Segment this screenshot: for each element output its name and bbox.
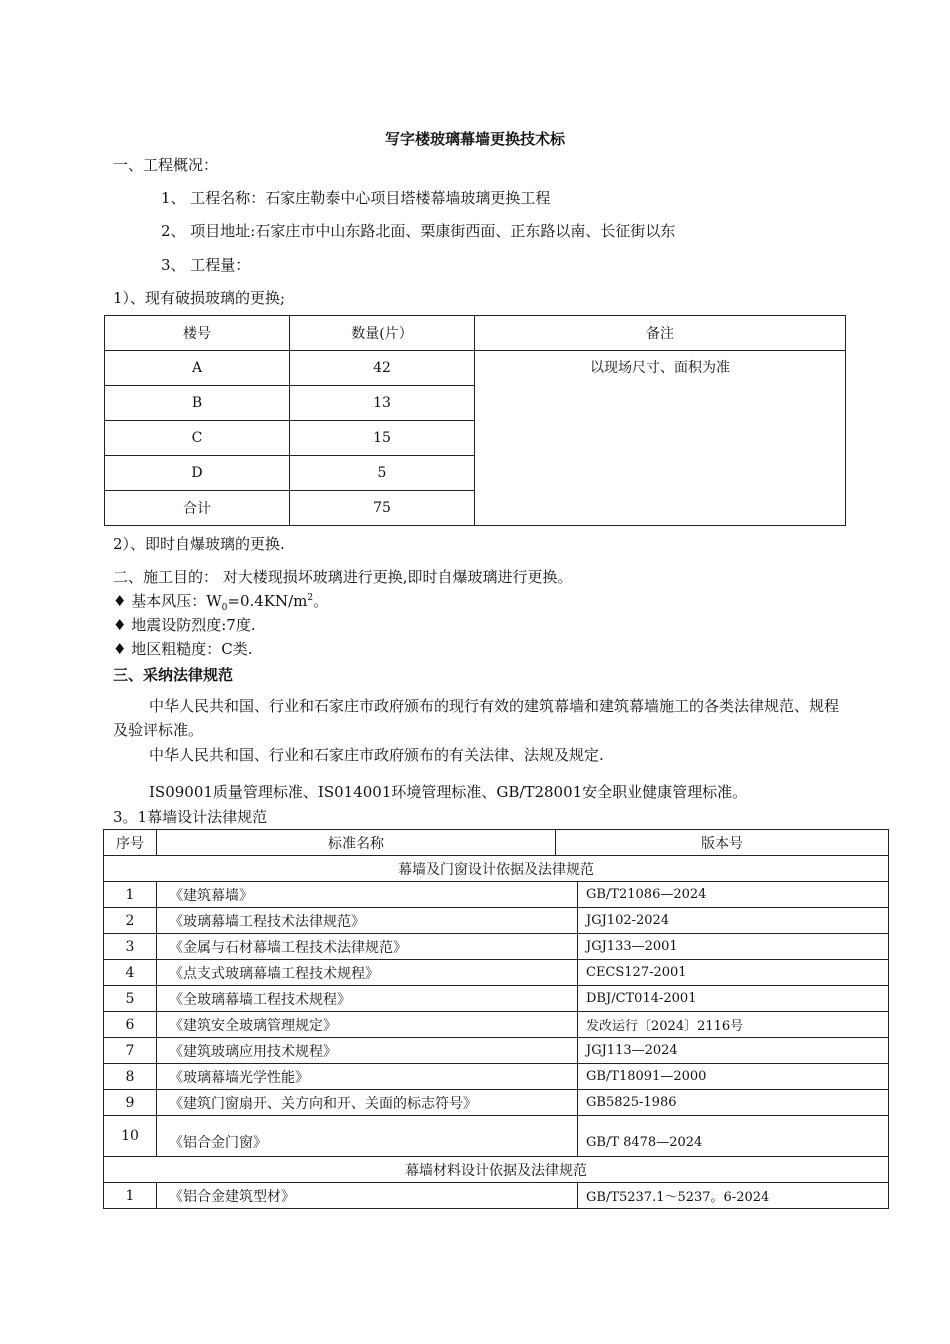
glass-quantity-table	[104, 315, 846, 526]
version-cell: DBJ/CT014-2001	[578, 986, 889, 1012]
version-cell: GB/T21086—2024	[578, 882, 889, 908]
table-row	[104, 882, 889, 908]
no-cell: 8	[104, 1064, 157, 1090]
version-cell: JGJ133—2001	[578, 934, 889, 960]
name-cell: 《玻璃幕墙工程技术法律规范》	[157, 908, 578, 934]
building-cell: C	[105, 421, 290, 456]
no-cell: 4	[104, 960, 157, 986]
section-3-heading: 三、采纳法律规范	[113, 666, 234, 684]
table-row	[104, 1116, 889, 1157]
no-cell: 6	[104, 1012, 157, 1038]
building-cell: B	[105, 386, 290, 421]
header-building: 楼号	[105, 316, 290, 351]
wind-value: =0.4KN/m	[227, 592, 308, 610]
name-cell: 《铝合金门窗》	[157, 1116, 578, 1157]
seismic-text: 地震设防烈度:7度.	[131, 616, 256, 634]
group-row	[104, 1157, 889, 1183]
quantity-cell: 75	[290, 491, 475, 526]
no-cell: 2	[104, 908, 157, 934]
paragraph-2: 中华人民共和国、行业和石家庄市政府颁布的有关法律、法规及规定.	[149, 746, 604, 764]
table-row	[104, 934, 889, 960]
quantity-cell: 5	[290, 456, 475, 491]
bullet-icon: ♦	[113, 616, 132, 634]
note-cell: 以现场尺寸、面积为准	[475, 351, 846, 526]
version-cell: JGJ102-2024	[578, 908, 889, 934]
version-cell: GB/T5237.1～5237。6-2024	[578, 1183, 889, 1209]
header-quantity: 数量(片）	[290, 316, 475, 351]
document-title: 写字楼玻璃幕墙更换技术标	[384, 130, 565, 148]
header-note: 备注	[475, 316, 846, 351]
section-2-heading: 二、施工目的： 对大楼现损坏玻璃进行更换,即时自爆玻璃进行更换。	[113, 568, 573, 586]
wind-subscript: 0	[221, 603, 228, 613]
table-row	[104, 986, 889, 1012]
version-cell: GB/T18091—2000	[578, 1064, 889, 1090]
table-header-row	[105, 316, 846, 351]
quantity-cell: 42	[290, 351, 475, 386]
group-2-title: 幕墙材料设计依据及法律规范	[104, 1157, 889, 1183]
table-row	[104, 1090, 889, 1116]
wind-suffix: 。	[313, 592, 329, 610]
bullet-seismic	[113, 614, 256, 635]
project-address: 2、 项目地址:石家庄市中山东路北面、栗康街西面、正东路以南、长征街以东	[161, 222, 676, 240]
header-no: 序号	[104, 830, 157, 856]
header-version: 版本号	[556, 830, 889, 856]
table-row	[104, 1183, 889, 1209]
building-cell: 合计	[105, 491, 290, 526]
bullet-icon: ♦	[113, 640, 132, 658]
sub-item-1: 1）、现有破损玻璃的更换;	[113, 289, 286, 307]
project-name: 1、 工程名称：石家庄勒泰中心项目塔楼幕墙玻璃更换工程	[161, 189, 551, 207]
version-cell: GB/T 8478—2024	[578, 1116, 889, 1157]
name-cell: 《建筑玻璃应用技术规程》	[157, 1038, 578, 1064]
quantity-cell: 15	[290, 421, 475, 456]
quantity-label: 3、 工程量：	[161, 256, 251, 274]
name-cell: 《金属与石材幕墙工程技术法律规范》	[157, 934, 578, 960]
paragraph-3: IS09001质量管理标准、IS014001环境管理标准、GB/T28001安全职业健康管理标准。	[149, 783, 748, 801]
name-cell: 《建筑安全玻璃管理规定》	[157, 1012, 578, 1038]
building-cell: A	[105, 351, 290, 386]
sub-item-2: 2）、即时自爆玻璃的更换.	[113, 535, 285, 553]
wind-superscript: 2	[307, 593, 314, 603]
table-row	[104, 1038, 889, 1064]
table-row	[105, 351, 846, 386]
table-row	[104, 960, 889, 986]
building-cell: D	[105, 456, 290, 491]
sub-heading-3-1: 3。1幕墙设计法律规范	[113, 808, 268, 826]
name-cell: 《建筑门窗扇开、关方向和开、关面的标志符号》	[157, 1090, 578, 1116]
name-cell: 《玻璃幕墙光学性能》	[157, 1064, 578, 1090]
version-cell: JGJ113—2024	[578, 1038, 889, 1064]
section-1-heading: 一、工程概况：	[113, 156, 219, 174]
table-header-row	[104, 830, 889, 856]
bullet-icon: ♦	[113, 592, 132, 610]
bullet-wind-pressure	[113, 590, 328, 613]
group-1-title: 幕墙及门窗设计依据及法律规范	[104, 856, 889, 882]
no-cell: 7	[104, 1038, 157, 1064]
no-cell: 5	[104, 986, 157, 1012]
no-cell: 1	[104, 1183, 157, 1209]
design-standards-table	[103, 829, 889, 1209]
name-cell: 《全玻璃幕墙工程技术规程》	[157, 986, 578, 1012]
no-cell: 10	[104, 1116, 157, 1157]
version-cell: CECS127-2001	[578, 960, 889, 986]
version-cell: GB5825-1986	[578, 1090, 889, 1116]
roughness-text: 地区粗糙度：C类.	[131, 640, 253, 658]
wind-label: 基本风压：W	[131, 592, 222, 610]
name-cell: 《铝合金建筑型材》	[157, 1183, 578, 1209]
table-row	[104, 908, 889, 934]
paragraph-1: 中华人民共和国、行业和石家庄市政府颁布的现行有效的建筑幕墙和建筑幕墙施工的各类法律规范、规程及验评标准。	[113, 697, 840, 739]
version-cell: 发改运行〔2024〕2116号	[578, 1012, 889, 1038]
group-row	[104, 856, 889, 882]
no-cell: 1	[104, 882, 157, 908]
bullet-roughness	[113, 638, 252, 659]
header-name: 标准名称	[157, 830, 556, 856]
no-cell: 9	[104, 1090, 157, 1116]
name-cell: 《建筑幕墙》	[157, 882, 578, 908]
quantity-cell: 13	[290, 386, 475, 421]
no-cell: 3	[104, 934, 157, 960]
name-cell: 《点支式玻璃幕墙工程技术规程》	[157, 960, 578, 986]
table-row	[104, 1064, 889, 1090]
table-row	[104, 1012, 889, 1038]
